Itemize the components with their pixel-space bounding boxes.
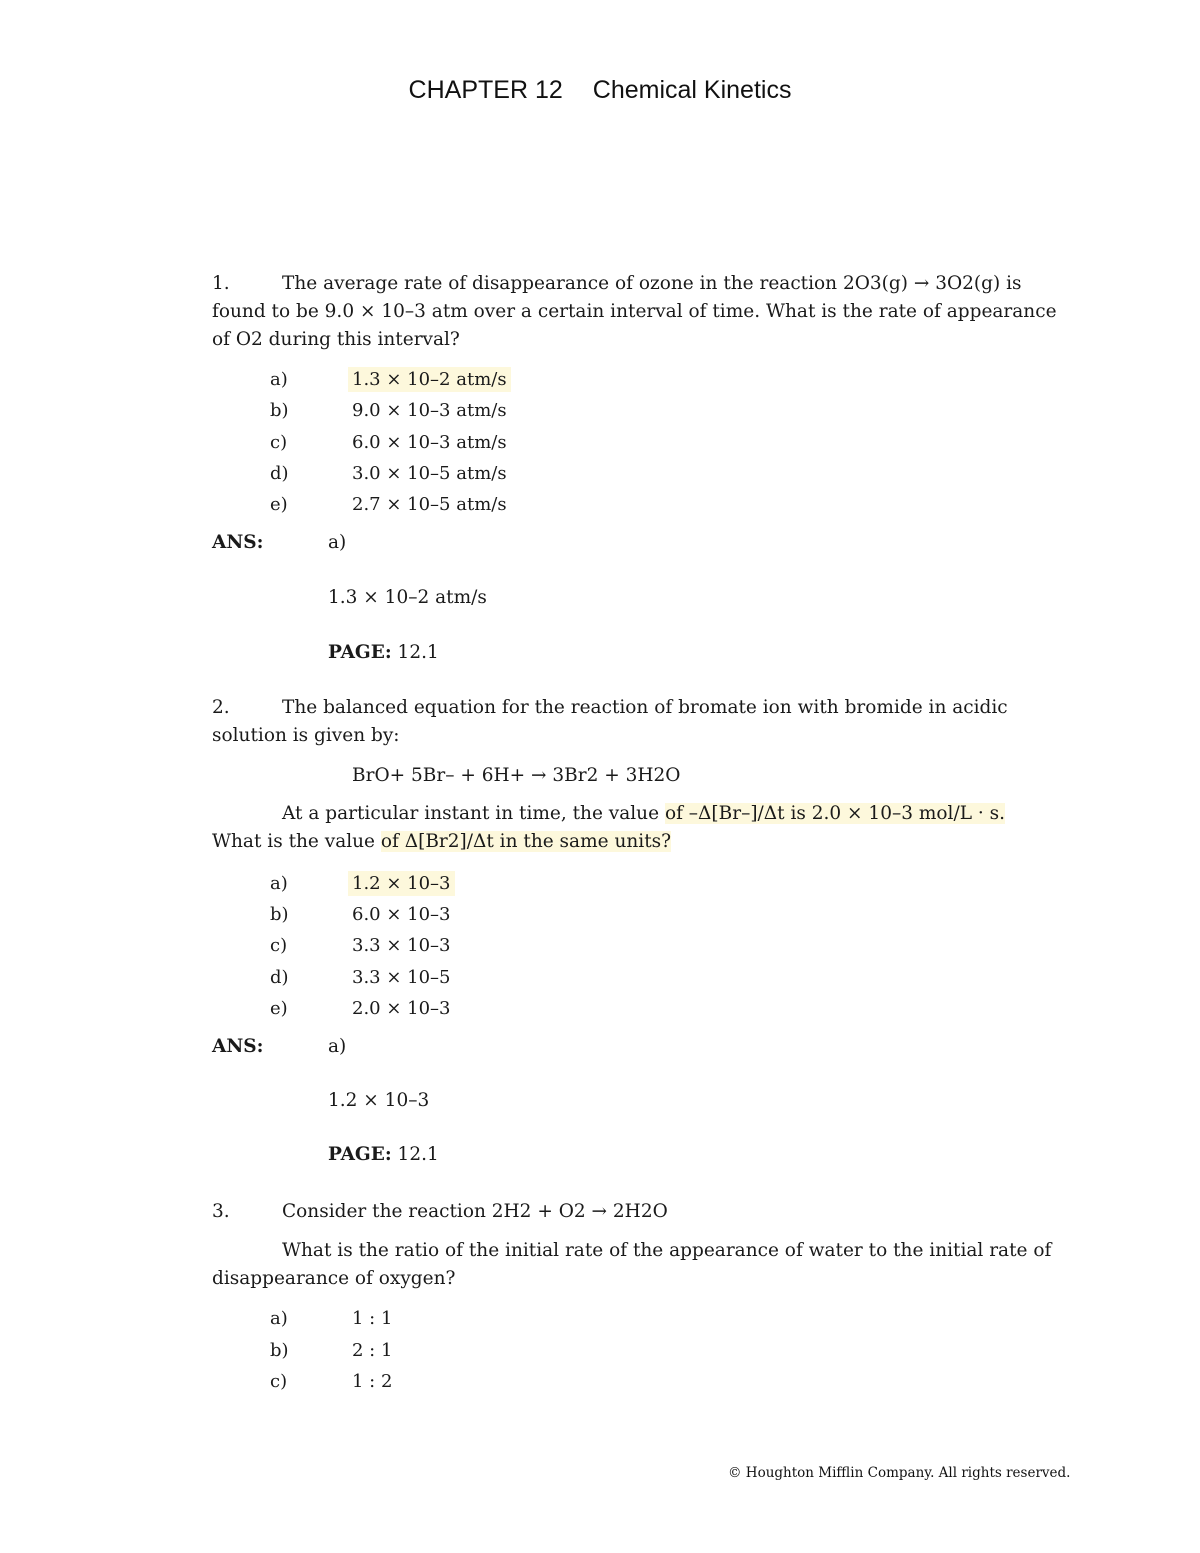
question-line: of O2 during this interval?: [212, 329, 460, 350]
option-label: d): [270, 463, 289, 484]
option-label: b): [270, 1340, 289, 1361]
answer-label: ANS:: [212, 532, 264, 553]
option-text: 6.0 × 10–3 atm/s: [352, 432, 507, 453]
option-text: 3.3 × 10–3: [352, 935, 451, 956]
chapter-number: CHAPTER 12: [408, 76, 563, 104]
answer-label: ANS:: [212, 1036, 264, 1057]
answer-value: 1.2 × 10–3: [328, 1090, 430, 1111]
question-2-subtext: At a particular instant in time, the value of –Δ[Br–]/Δt is 2.0 × 10–3 mol/L · s. What is the value of Δ[Br2]/Δt in the same units?: [212, 803, 1005, 852]
option-text: 9.0 × 10–3 atm/s: [352, 400, 507, 421]
option-text: 3.0 × 10–5 atm/s: [352, 463, 507, 484]
question-line: Consider the reaction 2H2 + O2 → 2H2O: [282, 1201, 668, 1222]
option-text: 1 : 2: [352, 1371, 393, 1392]
question-number: 2.: [212, 697, 230, 718]
option-text: 2.0 × 10–3: [352, 998, 451, 1019]
question-1-text: [212, 270, 1062, 354]
question-3-text: [212, 1198, 1062, 1226]
option-text: 1.2 × 10–3: [352, 870, 455, 898]
option-label: c): [270, 432, 288, 453]
question-3-subtext: What is the ratio of the initial rate of the appearance of water to the initial rate of disappearance of oxygen?: [212, 1240, 1052, 1289]
option-text: 3.3 × 10–5: [352, 967, 451, 988]
option-label: a): [270, 873, 288, 894]
option-text: 6.0 × 10–3: [352, 904, 451, 925]
page-reference: PAGE: 12.1: [328, 1144, 439, 1165]
option-text: 2 : 1: [352, 1340, 393, 1361]
chapter-subject: Chemical Kinetics: [592, 76, 792, 104]
page-title: [0, 76, 1200, 105]
question-number: 1.: [212, 273, 230, 294]
question-line: found to be 9.0 × 10–3 atm over a certain interval of time. What is the rate of appearance: [212, 301, 1057, 322]
page-reference: PAGE: 12.1: [328, 642, 439, 663]
option-label: e): [270, 998, 288, 1019]
option-text: 2.7 × 10–5 atm/s: [352, 494, 507, 515]
question-line: The average rate of disappearance of ozone in the reaction 2O3(g) → 3O2(g) is: [282, 273, 1022, 294]
option-label: b): [270, 400, 289, 421]
option-text: 1 : 1: [352, 1308, 393, 1329]
question-number: 3.: [212, 1201, 230, 1222]
reaction-equation: BrO+ 5Br– + 6H+ → 3Br2 + 3H2O: [352, 765, 681, 786]
option-label: a): [270, 1308, 288, 1329]
option-text: 1.3 × 10–2 atm/s: [352, 366, 511, 394]
option-label: b): [270, 904, 289, 925]
option-label: d): [270, 967, 289, 988]
option-label: c): [270, 935, 288, 956]
question-line: solution is given by:: [212, 725, 400, 746]
copyright-footer: © Houghton Mifflin Company. All rights reserved.: [728, 1465, 1071, 1481]
option-label: c): [270, 1371, 288, 1392]
question-2-text: [212, 694, 1062, 750]
option-label: a): [270, 369, 288, 390]
option-label: e): [270, 494, 288, 515]
answer-choice: a): [328, 1036, 347, 1057]
answer-value: 1.3 × 10–2 atm/s: [328, 587, 487, 608]
question-line: The balanced equation for the reaction of bromate ion with bromide in acidic: [282, 697, 1008, 718]
answer-choice: a): [328, 532, 347, 553]
